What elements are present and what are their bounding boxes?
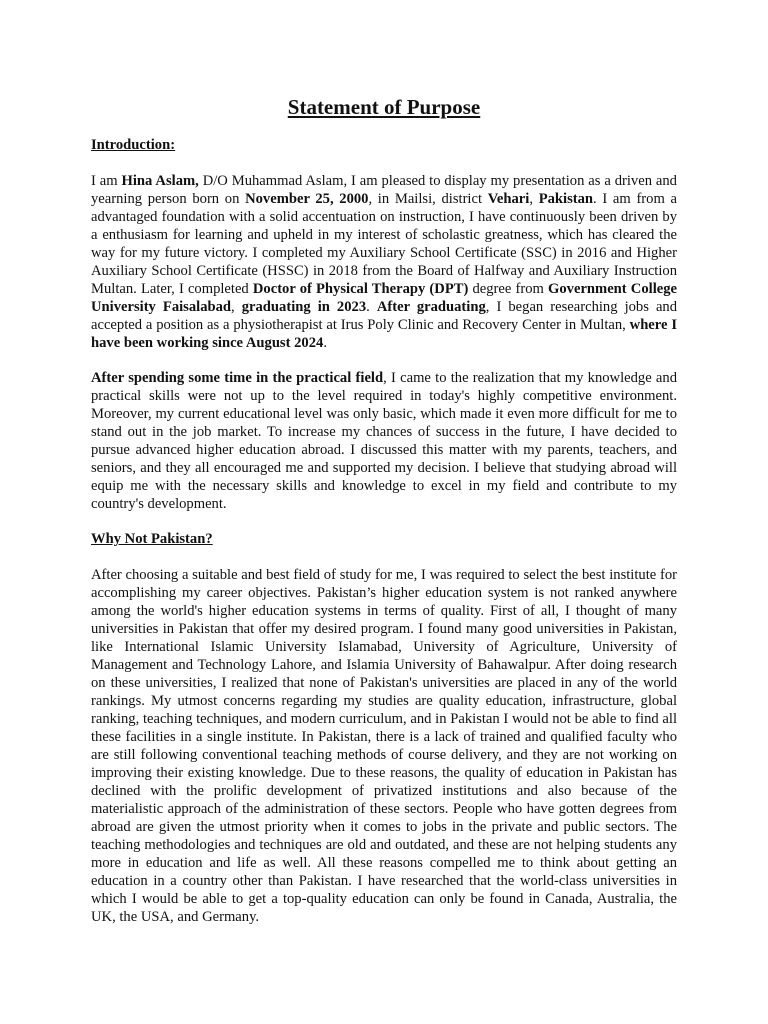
text-run-bold: Pakistan xyxy=(538,191,594,207)
text-run-bold: November 25, 2000 xyxy=(245,191,369,207)
text-run: , xyxy=(231,299,242,315)
document-page xyxy=(91,94,677,943)
text-run: , I came to the realization that my knowledge and practical skills were not up to the level required in today's highly competitive environment. Moreover, my current educational level was only basic, which made it even more difficult for me to stand out in the job market. To increase my chances of success in the future, I have decided to pursue advanced higher education abroad. I discussed this matter with my parents, teachers, and seniors, and they all encouraged me and supported my decision. I believe that studying abroad will equip me with the necessary skills and knowledge to excel in my field and contribute to my country's development. xyxy=(91,370,678,512)
text-run-bold: Government College University Faisalabad xyxy=(91,281,677,315)
introduction-paragraph-2 xyxy=(91,369,677,513)
text-run-bold: Doctor of Physical Therapy (DPT) xyxy=(252,281,469,297)
text-run-bold: Vehari xyxy=(487,191,530,207)
section-heading-introduction: Introduction: xyxy=(91,137,176,153)
text-run: , I began researching jobs and accepted a position as a physiotherapist at Irus Poly Clinic and Recovery Center in Multan, xyxy=(91,299,678,333)
text-run-bold: After spending some time in the practical field xyxy=(91,370,384,386)
text-run: . I am from a advantaged foundation with a solid accentuation on instruction, I have continuously been driven by a enthusiasm for learning and upheld in my interest of scholastic greatness, which has cleared the way for my future victory. I completed my Auxiliary School Certificate (SSC) in 2016 and Higher Auxiliary School Certificate (HSSC) in 2018 from the Board of Halfway and Auxiliary Instruction Multan. Later, I completed xyxy=(91,191,677,297)
text-run: . xyxy=(366,299,377,315)
text-run: D/O Muhammad Aslam, I am pleased to display my presentation as a driven and yearning person born on xyxy=(91,173,677,207)
text-run-bold: Hina Aslam, xyxy=(121,173,199,189)
text-run: , in Mailsi, district xyxy=(368,191,488,207)
text-run: I am xyxy=(91,173,122,189)
document-title: Statement of Purpose xyxy=(287,95,481,119)
text-run: degree from xyxy=(468,281,549,297)
text-run-bold: graduating in 2023 xyxy=(241,299,367,315)
text-run-bold: After graduating xyxy=(376,299,486,315)
section-heading-why-not-pakistan: Why Not Pakistan? xyxy=(91,531,213,547)
text-run-bold: where I have been working since August 2024 xyxy=(91,317,677,351)
why-not-pakistan-paragraph: After choosing a suitable and best field of study for me, I was required to select the best institute for accomplishing my career objectives. Pakistan’s higher education system is not ranked anywhere among the world's higher education systems in terms of quality. First of all, I thought of many universities in Pakistan that offer my desired program. I found many good universities in Pakistan, like International Islamic University Islamabad, University of Agriculture, University of Management and Technology Lahore, and Islamia University of Bahawalpur. After doing research on these universities, I realized that none of Pakistan's universities are placed in any of the world rankings. My utmost concerns regarding my studies are quality education, infrastructure, global ranking, teaching techniques, and modern curriculum, and in Pakistan I would not be able to find all these facilities in a single institute. In Pakistan, there is a lack of trained and qualified faculty who are still following conventional teaching methods of course delivery, and they are not working on improving their existing knowledge. Due to these reasons, the quality of education in Pakistan has declined with the prolific development of privatized institutions and also because of the materialistic approach of the administration of these sectors. People who have gotten degrees from abroad are given the utmost priority when it comes to jobs in the private and public sectors. The teaching methodologies and techniques are old and outdated, and these are not helping students any more in education and life as well. All these reasons compelled me to think about getting an education in a country other than Pakistan. I have researched that the world-class universities in which I would be able to get a top-quality education can only be found in Canada, Australia, the UK, the USA, and Germany. xyxy=(91,567,677,925)
text-run: . xyxy=(323,335,327,351)
text-run: , xyxy=(529,191,539,207)
introduction-paragraph-1 xyxy=(91,172,677,352)
